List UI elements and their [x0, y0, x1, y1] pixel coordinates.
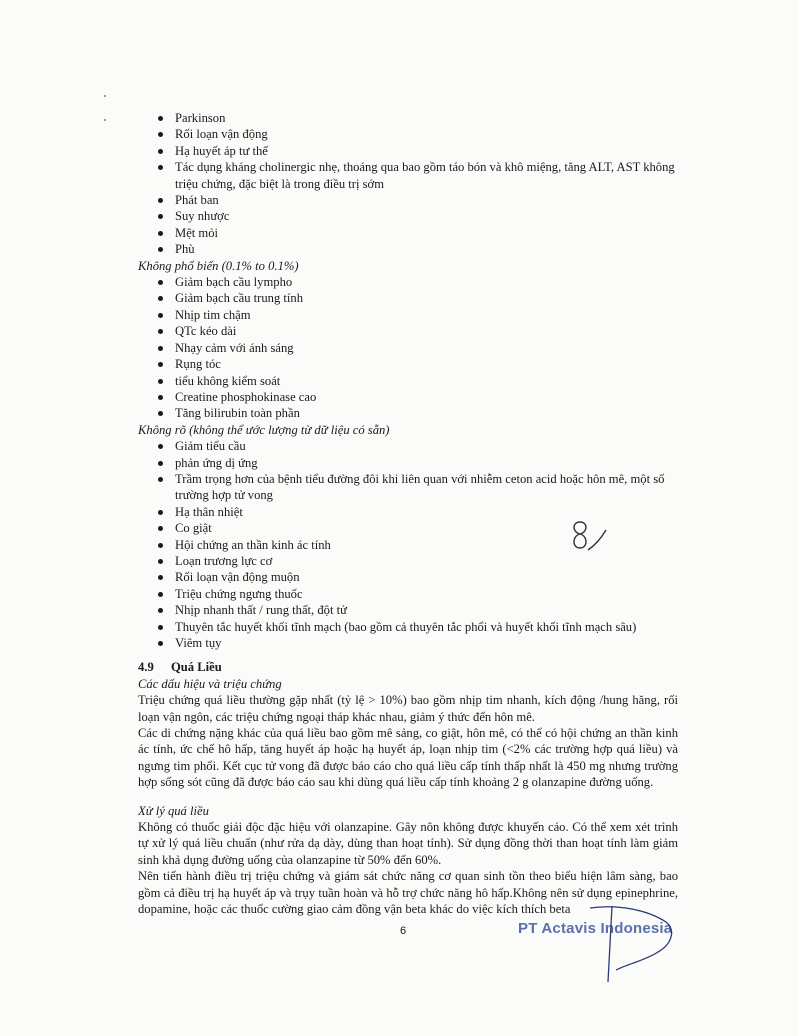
supportive-care-paragraph: Nên tiến hành điều trị triệu chứng và giám sát chức năng cơ quan sinh tồn theo biểu hiện lâm sàng, bao gồm cả điều trị hạ huyết áp và trụy tuần hoàn và hỗ trợ chức năng hô hấp.Không nên sử dụng epinephrine, dopamine, hoặc các thuốc cường giao cảm đồng vận beta khác do việc kích thích beta: [138, 869, 678, 917]
list-item: Phát ban: [138, 192, 678, 208]
list-item: Nhạy cảm với ánh sáng: [138, 340, 678, 356]
list-item: Rụng tóc: [138, 356, 678, 372]
list-item: Thuyên tắc huyết khối tĩnh mạch (bao gồm cả thuyên tắc phổi và huyết khối tĩnh mạch sâu): [138, 619, 678, 635]
list-item: Viêm tụy: [138, 635, 678, 651]
category-uncommon: Không phổ biến (0.1% to 0.1%): [138, 258, 299, 273]
overdose-symptoms-paragraph: Triệu chứng quá liều thường gặp nhất (tỷ lệ > 10%) bao gồm nhịp tim nhanh, kích động /hung hăng, rối loạn vận ngôn, các triệu chứng ngoại tháp khác nhau, giảm ý thức đến hôn mê.: [138, 693, 678, 724]
section-title: Quá Liều: [171, 660, 222, 675]
signs-heading: Các dấu hiệu và triệu chứng: [138, 676, 282, 691]
list-item: Creatine phosphokinase cao: [138, 389, 678, 405]
list-item: Rối loạn vận động: [138, 126, 678, 142]
list-item: Parkinson: [138, 110, 678, 126]
page-number: 6: [400, 925, 407, 937]
list-item: Hạ thân nhiệt: [138, 504, 678, 520]
company-stamp: PT Actavis Indonesia: [518, 920, 673, 937]
list-item: Phù: [138, 241, 678, 257]
list-item: Giảm tiểu cầu: [138, 438, 678, 454]
list-item: tiểu không kiểm soát: [138, 373, 678, 389]
category-unknown: Không rõ (không thể ước lượng từ dữ liệu có sẵn): [138, 422, 390, 437]
list-item: Mệt mỏi: [138, 225, 678, 241]
scan-speck: [104, 119, 106, 121]
list-item: Triệu chứng ngưng thuốc: [138, 586, 678, 602]
list-item: Hội chứng an thần kinh ác tính: [138, 537, 678, 553]
overdose-sequelae-paragraph: Các di chứng nặng khác của quá liều bao gồm mê sảng, co giật, hôn mê, có thể có hội chứng an thần kinh ác tính, ức chế hô hấp, tăng huyết áp hoặc hạ huyết áp, loạn nhịp tim (<2% các trường hợp quá liều) và ngưng tim phổi. Kết cục tử vong đã được báo cáo cho quá liều cấp tính thấp nhất là 450 mg nhưng trường hợp sống sót cũng đã được báo cáo sau khi dùng quá liều cấp tính khoảng 2 g olanzapine đường uống.: [138, 726, 678, 790]
common-effects-list: [138, 110, 678, 258]
list-item: Nhịp tim chậm: [138, 307, 678, 323]
page-content: [138, 110, 678, 918]
management-heading: Xử lý quá liều: [138, 803, 209, 818]
list-item: Giảm bạch cầu lympho: [138, 274, 678, 290]
management-paragraph: Không có thuốc giải độc đặc hiệu với olanzapine. Gây nôn không được khuyến cáo. Có thể xem xét trình tự xử lý quá liều chuẩn (như rửa dạ dày, dùng than hoạt tính). Sử dụng đồng thời than hoạt tính làm giảm sinh khả dụng đường uống của olanzapine từ 50% đến 60%.: [138, 820, 678, 867]
section-heading: [138, 659, 678, 675]
handwritten-mark: [566, 516, 616, 562]
uncommon-effects-list: [138, 274, 678, 422]
list-item: Loạn trương lực cơ: [138, 553, 678, 569]
section-number: 4.9: [138, 660, 154, 675]
list-item: Tác dụng kháng cholinergic nhẹ, thoáng qua bao gồm táo bón và khô miệng, tăng ALT, AST không triệu chứng, đặc biệt là trong điều trị sớm: [138, 159, 678, 192]
list-item: Trầm trọng hơn của bệnh tiểu đường đôi khi liên quan với nhiễm ceton acid hoặc hôn mê, một số trường hợp tử vong: [138, 471, 678, 504]
list-item: Giảm bạch cầu trung tính: [138, 290, 678, 306]
list-item: Rối loạn vận động muộn: [138, 569, 678, 585]
scan-speck: [104, 95, 106, 97]
signature: [588, 904, 678, 984]
list-item: phản ứng dị ứng: [138, 455, 678, 471]
list-item: Suy nhược: [138, 208, 678, 224]
list-item: Hạ huyết áp tư thế: [138, 143, 678, 159]
list-item: QTc kéo dài: [138, 323, 678, 339]
list-item: Nhịp nhanh thất / rung thất, đột tử: [138, 602, 678, 618]
list-item: Co giật: [138, 520, 678, 536]
list-item: Tăng bilirubin toàn phần: [138, 405, 678, 421]
